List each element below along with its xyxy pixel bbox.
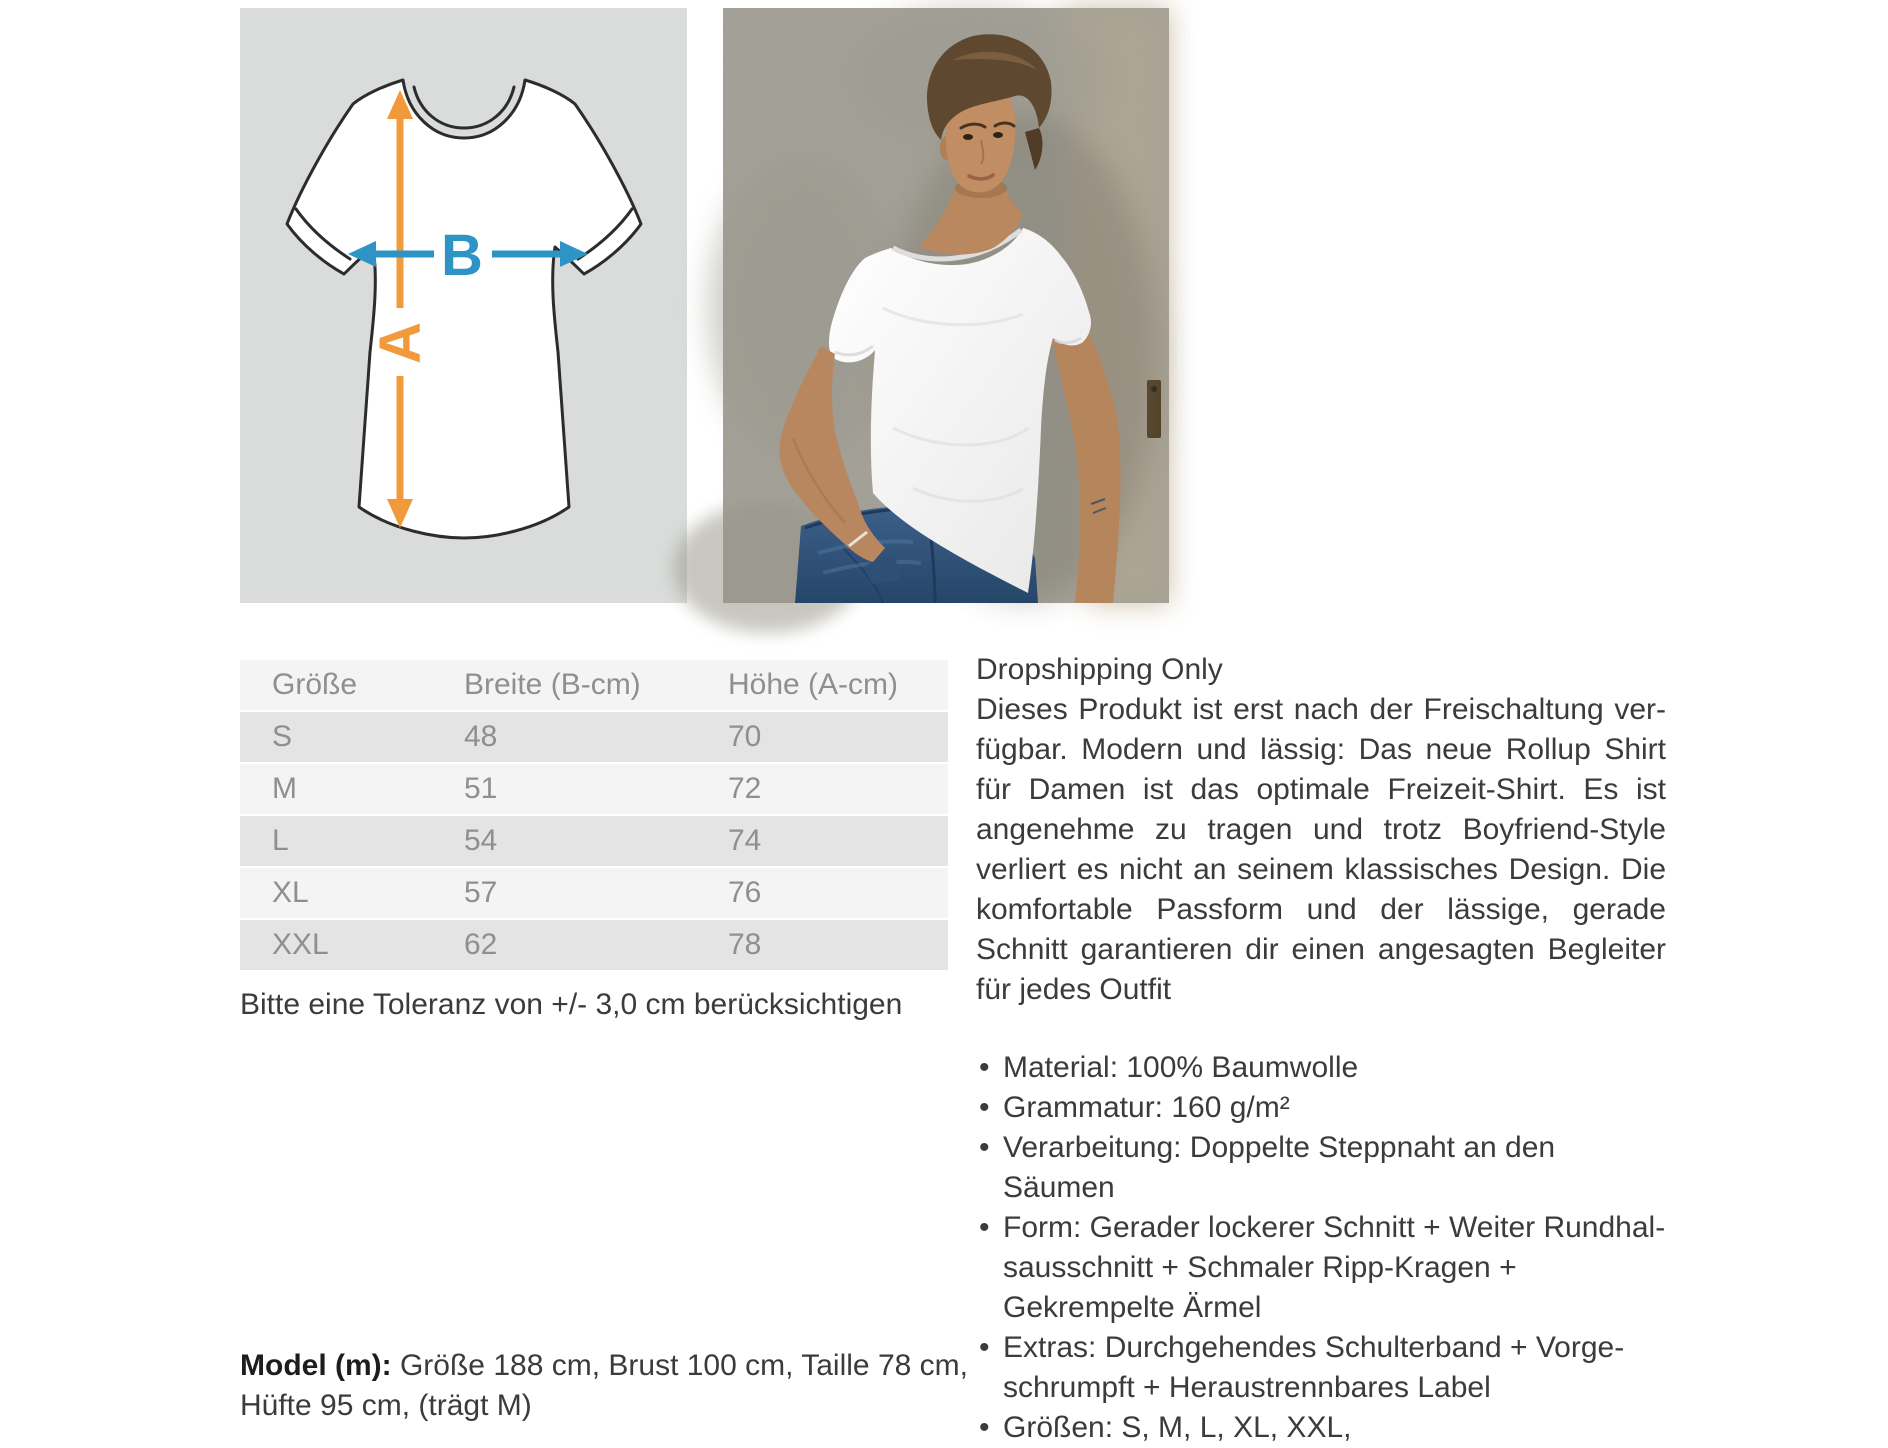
breite-value: 54 bbox=[464, 824, 498, 857]
table-row bbox=[240, 764, 948, 814]
breite-value: 62 bbox=[464, 928, 498, 961]
column-header-hoehe: Höhe (A-cm) bbox=[728, 668, 899, 701]
size-diagram bbox=[240, 8, 687, 603]
size-value: L bbox=[272, 824, 289, 857]
feature-item-material: • Material: 100% Baumwolle bbox=[976, 1048, 1666, 1088]
product-description bbox=[976, 650, 1666, 1448]
model-info-text: Größe 188 cm, Brust 100 cm, Taille 78 cm, Hüfte 95 cm, (trägt M) bbox=[240, 1349, 968, 1422]
size-table-header bbox=[240, 660, 948, 710]
tolerance-note: Bitte eine Toleranz von +/- 3,0 cm berücksichtigen bbox=[240, 988, 903, 1021]
size-diagram-svg bbox=[240, 8, 687, 603]
eye bbox=[993, 132, 1003, 138]
description-paragraph: Dieses Produkt ist erst nach der Freischaltung verfügbar. Modern und lässig: Das neue Rollup Shirt für Damen ist das optimale Freizeit-Shirt. Es ist angenehme zu tragen und trotz Boyfriend-Style verliert es nicht an seinem klassisches Design. Die komfortable Passform und der lässige, gerade Schnitt garantieren dir einen angesagten Begleiter für jedes Outfit bbox=[976, 693, 1666, 1006]
column-header-breite: Breite (B-cm) bbox=[464, 668, 641, 701]
model-info bbox=[240, 1346, 1020, 1426]
size-table bbox=[240, 660, 948, 972]
size-value: XL bbox=[272, 876, 309, 909]
feature-item-grammatur: • Grammatur: 160 g/m² bbox=[976, 1088, 1666, 1128]
description-heading: Dropshipping Only bbox=[976, 653, 1223, 686]
size-value: S bbox=[272, 720, 293, 753]
model-info-label: Model (m): bbox=[240, 1349, 392, 1382]
breite-value: 57 bbox=[464, 876, 498, 909]
height-label: A bbox=[368, 322, 433, 364]
table-row bbox=[240, 868, 948, 918]
table-row bbox=[240, 712, 948, 762]
hoehe-value: 78 bbox=[728, 928, 762, 961]
table-row bbox=[240, 816, 948, 866]
width-label: B bbox=[441, 223, 483, 288]
feature-item-extras: • Extras: Durchgehendes Schulterband + Vorgeschrumpft + Heraustrennbares Label bbox=[976, 1328, 1666, 1408]
hoehe-value: 70 bbox=[728, 720, 762, 753]
table-row bbox=[240, 920, 948, 970]
eye bbox=[963, 134, 973, 140]
size-value: M bbox=[272, 772, 297, 805]
product-photo bbox=[723, 8, 1169, 603]
hoehe-value: 76 bbox=[728, 876, 762, 909]
feature-item-form: • Form: Gerader lockerer Schnitt + Weiter Rundhalsausschnitt + Schmaler Ripp-Kragen + Gekrempelte Ärmel bbox=[976, 1208, 1666, 1328]
feature-list bbox=[976, 1048, 1666, 1448]
hoehe-value: 72 bbox=[728, 772, 762, 805]
feature-item-groessen: • Größen: S, M, L, XL, XXL, bbox=[976, 1408, 1666, 1448]
breite-value: 51 bbox=[464, 772, 498, 805]
breite-value: 48 bbox=[464, 720, 498, 753]
size-value: XXL bbox=[272, 928, 329, 961]
feature-item-verarbeitung: • Verarbeitung: Doppelte Steppnaht an den Säumen bbox=[976, 1128, 1666, 1208]
product-photo-svg bbox=[723, 8, 1169, 603]
hoehe-value: 74 bbox=[728, 824, 762, 857]
column-header-groesse: Größe bbox=[272, 668, 358, 701]
